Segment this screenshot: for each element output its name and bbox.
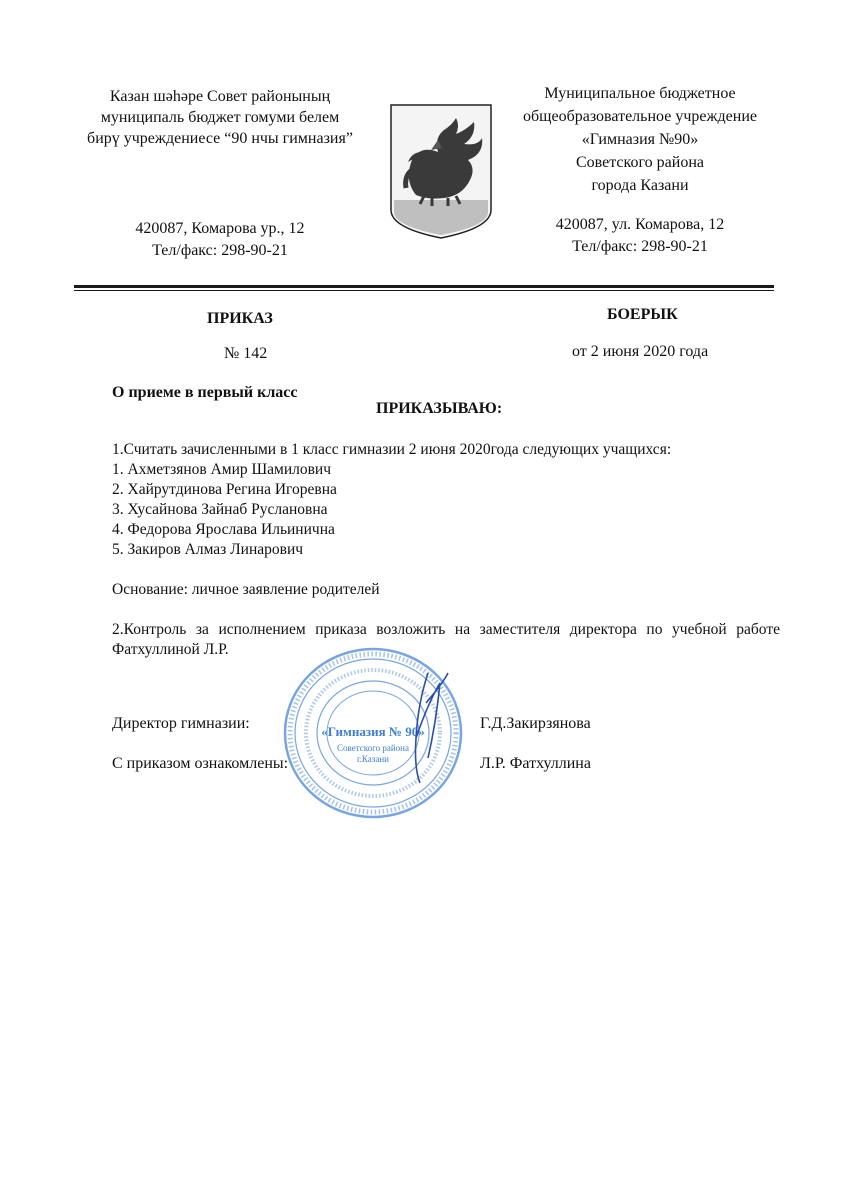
- director-label: Директор гимназии:: [112, 715, 250, 732]
- header-divider-thick: [74, 285, 774, 288]
- right-org-line-4: Советского района: [576, 154, 704, 171]
- order-title-tt: БОЕРЫК: [607, 306, 678, 323]
- right-org-line-2: общеобразовательное учреждение: [523, 108, 757, 125]
- order-date: от 2 июня 2020 года: [572, 343, 709, 360]
- right-org-line-1: Муниципальное бюджетное: [544, 85, 736, 102]
- right-address: 420087, ул. Комарова, 12: [555, 216, 725, 233]
- student-5: 5. Закиров Алмаз Линарович: [112, 541, 304, 558]
- order-title-ru: ПРИКАЗ: [207, 310, 273, 327]
- order-number: № 142: [224, 345, 268, 362]
- left-org-line-3: бирү учреждениесе “90 нчы гимназия”: [87, 130, 353, 147]
- left-address-block: [70, 218, 370, 262]
- order-directive: ПРИКАЗЫВАЮ:: [376, 400, 503, 417]
- order-body: [112, 440, 780, 660]
- order-subject: О приеме в первый класс: [112, 384, 298, 401]
- stamp-line-2: г.Казани: [357, 754, 389, 764]
- student-2: 2. Хайрутдинова Регина Игоревна: [112, 481, 337, 498]
- header-divider-thin: [74, 290, 774, 291]
- right-phone: Тел/факс: 298-90-21: [572, 238, 708, 255]
- left-address: 420087, Комарова ур., 12: [135, 220, 305, 237]
- student-3: 3. Хусайнова Зайнаб Руслановна: [112, 501, 328, 518]
- item-2: 2.Контроль за исполнением приказа возложить на заместителя директора по учебной работе Фатхуллиной Л.Р.: [112, 621, 780, 658]
- header-right-org: [500, 82, 780, 197]
- right-address-block: [500, 214, 780, 258]
- right-org-line-5: города Казани: [591, 177, 689, 194]
- right-org-line-3: «Гимназия №90»: [581, 131, 699, 148]
- left-org-line-1: Казан шәһәре Совет районының: [109, 88, 331, 105]
- ack-name: Л.Р. Фатхуллина: [480, 755, 591, 772]
- student-1: 1. Ахметзянов Амир Шамилович: [112, 461, 332, 478]
- director-name: Г.Д.Закирзянова: [480, 715, 591, 732]
- item-1: 1.Считать зачисленными в 1 класс гимназии 2 июня 2020года следующих учащихся:: [112, 441, 672, 458]
- stamp-line-1: Советского района: [337, 743, 409, 753]
- left-phone: Тел/факс: 298-90-21: [152, 242, 288, 259]
- kazan-emblem-icon: [386, 100, 496, 240]
- stamp-title: «Гимназия № 90»: [321, 724, 425, 739]
- header-left-org: [70, 86, 370, 149]
- left-org-line-2: муниципаль бюджет гомуми белем: [100, 109, 340, 126]
- official-stamp: [278, 643, 468, 823]
- basis-text: Основание: личное заявление родителей: [112, 581, 380, 598]
- ack-label: С приказом ознакомлены:: [112, 755, 289, 772]
- student-4: 4. Федорова Ярослава Ильинична: [112, 521, 335, 538]
